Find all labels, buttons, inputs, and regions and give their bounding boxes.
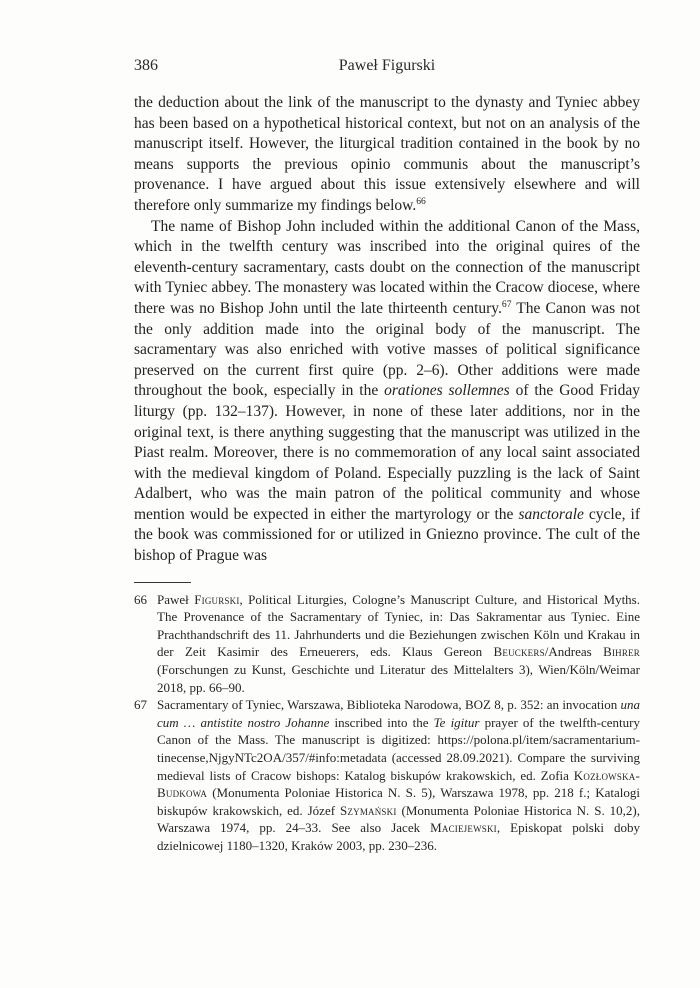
italic-phrase: orationes sollemnes xyxy=(384,382,510,400)
footnote-number: 66 xyxy=(134,591,147,607)
page-number: 386 xyxy=(134,57,158,74)
text-run: (Monumenta Poloniae Historica N. S. 5), Warszawa 1978, pp. 218 f.; Katalogi biskupów krakowskich, ed. Józef xyxy=(157,785,640,818)
paragraph xyxy=(134,93,640,217)
italic-phrase: sanctorale xyxy=(518,505,584,523)
body-text xyxy=(134,93,640,567)
smallcaps-surname: Kozłowska-Budkowa xyxy=(157,767,640,801)
footnote xyxy=(134,591,640,697)
text-run: inscribed into the xyxy=(329,714,434,730)
smallcaps-surname: Beuckers xyxy=(493,644,545,660)
footnote-separator xyxy=(134,582,191,583)
text-run: , Episkopat polski doby dzielnicowej 1180–1320, Kraków 2003, pp. 230–236. xyxy=(157,820,641,853)
smallcaps-surname: Figurski xyxy=(194,591,240,607)
text-run: cycle, if the book was commissioned for or utilized in Gniezno province. The cult of the bishop of Prague was xyxy=(134,505,640,565)
italic-phrase: Te igitur xyxy=(433,714,480,730)
text-run: (Monumenta Poloniae Historica N. S. 10,2), Warszawa 1974, pp. 24–33. See also Jacek xyxy=(157,802,640,836)
text-run: of the Good Friday liturgy (pp. 132–137). However, in none of these later additions, nor in the original text, is there anything suggesting that the manuscript was utilized in the Piast realm. Moreover, there is no commemoration of any local saint associated with the medieval kingdom of Poland. Especially puzzling is the lack of Saint Adalbert, who was the main patron of the political community and whose mention would be expected in either the martyrology or the xyxy=(134,382,640,523)
text-run: , Political Liturgies, Cologne’s Manuscript Culture, and Historical Myths. The Provenance of the Sacramentary of Tyniec, in: Das Sakramentar aus Tyniec. Eine Prachthandschrift des 11. Jahrhunderts und die Beziehungen zwischen Köln und Krakau in der Zeit Kasimir des Erneuerers, eds. Klaus Gereon xyxy=(157,591,640,660)
text-run: (Forschungen zu Kunst, Geschichte und Literatur des Mittelalters 3), Wien/Köln/Weimar 2018, pp. 66–90. xyxy=(157,662,640,695)
text-run: Paweł xyxy=(157,591,195,607)
text-run: The name of Bishop John included within the additional Canon of the Mass, which in the twelfth century was inscribed into the original quires of the eleventh-century sacramentary, casts doubt on the connection of the manuscript with Tyniec abbey. The monastery was located within the Cracow diocese, where there was no Bishop John until the late thirteenth century. xyxy=(134,217,640,317)
footnote-number: 67 xyxy=(134,697,147,713)
smallcaps-surname: Bihrer xyxy=(603,644,640,660)
smallcaps-surname: Szymański xyxy=(340,802,397,818)
smallcaps-surname: Maciejewski xyxy=(430,820,497,836)
text-run: /Andreas xyxy=(544,644,604,660)
text-run: prayer of the twelfth-century Canon of the Mass. The manuscript is digitized: https://polona.pl/item/sacramentarium-tinecense,NjgyNTc2OA/357/#info:metadata (accessed 28.09.2021). Compare the surviving medieval lists of Cracow bishops: Katalog biskupów krakowskich, ed. Zofia xyxy=(157,714,640,783)
text-run: Sacramentary of Tyniec, Warszawa, Biblioteka Narodowa, BOZ 8, p. 352: an invocation xyxy=(157,697,621,713)
footnote-reference: 67 xyxy=(501,298,512,310)
text-run: the deduction about the link of the manuscript to the dynasty and Tyniec abbey has been based on a hypothetical historical context, but not on an analysis of the manuscript itself. However, the liturgical tradition contained in the book by no means supports the previous opinio communis about the manuscript’s provenance. I have argued about this issue extensively elsewhere and will therefore only summarize my findings below. xyxy=(134,94,640,214)
footnotes xyxy=(134,591,640,855)
text-run: The Canon was not the only addition made into the original body of the manuscript. The sacramentary was also enriched with votive masses of political significance preserved on the current first quire (pp. 2–6). Other additions were made throughout the book, especially in the xyxy=(134,299,641,400)
footnote xyxy=(134,696,640,854)
italic-phrase: una cum … antistite nostro Johanne xyxy=(157,697,640,730)
paragraph xyxy=(134,217,640,567)
footnote-reference: 66 xyxy=(416,195,426,207)
running-header-author: Paweł Figurski xyxy=(338,57,436,74)
running-header xyxy=(134,57,640,76)
